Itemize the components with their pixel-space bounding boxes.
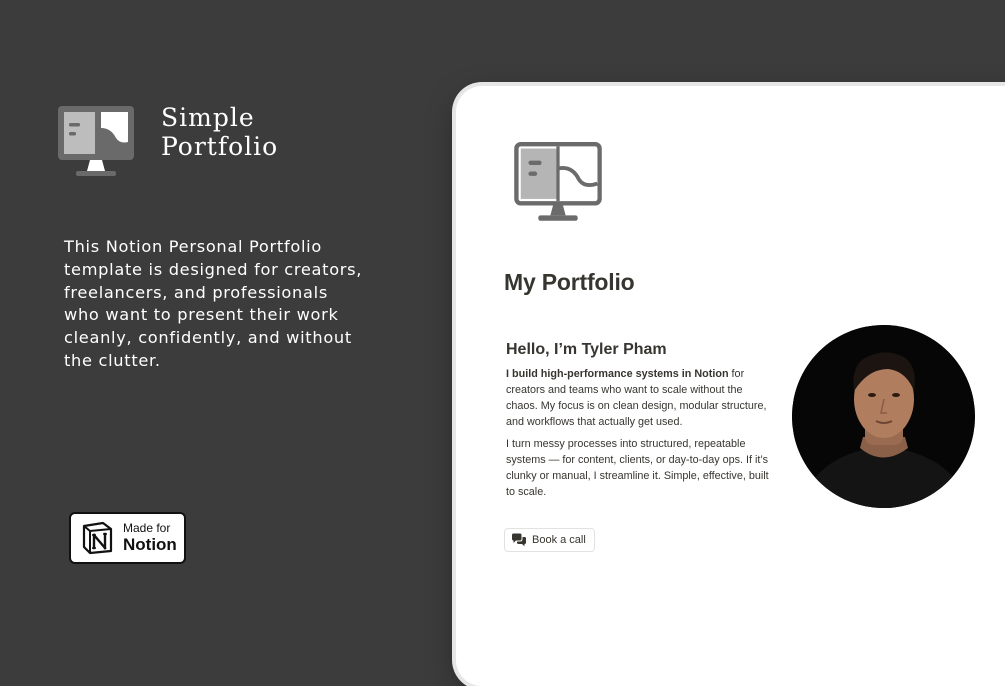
brand-title-line2: Portfolio xyxy=(161,132,279,161)
badge-small-text: Made for xyxy=(123,521,171,535)
badge-big-text: Notion xyxy=(123,535,177,554)
monitor-portfolio-icon xyxy=(56,104,136,182)
portfolio-preview-card xyxy=(456,86,1005,686)
brand-title-line1: Simple xyxy=(161,103,255,132)
book-a-call-button[interactable] xyxy=(504,528,595,552)
badge-text xyxy=(123,522,177,554)
monitor-icon xyxy=(514,142,602,223)
page-icon[interactable] xyxy=(514,142,602,227)
made-for-notion-badge[interactable] xyxy=(69,512,186,564)
book-a-call-label: Book a call xyxy=(532,534,586,546)
page-title: My Portfolio xyxy=(504,269,635,295)
notion-logo-icon xyxy=(80,521,114,555)
intro-bold-text: I build high-performance systems in Notion xyxy=(506,368,729,380)
greeting-heading: Hello, I’m Tyler Pham xyxy=(506,341,667,358)
brand-title xyxy=(161,103,278,161)
template-description: This Notion Personal Portfolio template is designed for creators, freelancers, and professionals who want to present their work cleanly, confidently, and without the clutter. xyxy=(64,237,363,370)
intro-text: for creators and teams who want to scale without the chaos. My focus is on clean design, modular structure, and workflows that actually get used. xyxy=(506,368,767,428)
profile-photo xyxy=(792,325,975,508)
chat-bubbles-icon xyxy=(511,533,527,547)
intro-paragraph xyxy=(506,366,771,430)
approach-paragraph: I turn messy processes into structured, repeatable systems — for content, clients, or day-to-day ops. If it’s clunky or manual, I streamline it. Simple, effective, built to scale. xyxy=(506,438,769,498)
